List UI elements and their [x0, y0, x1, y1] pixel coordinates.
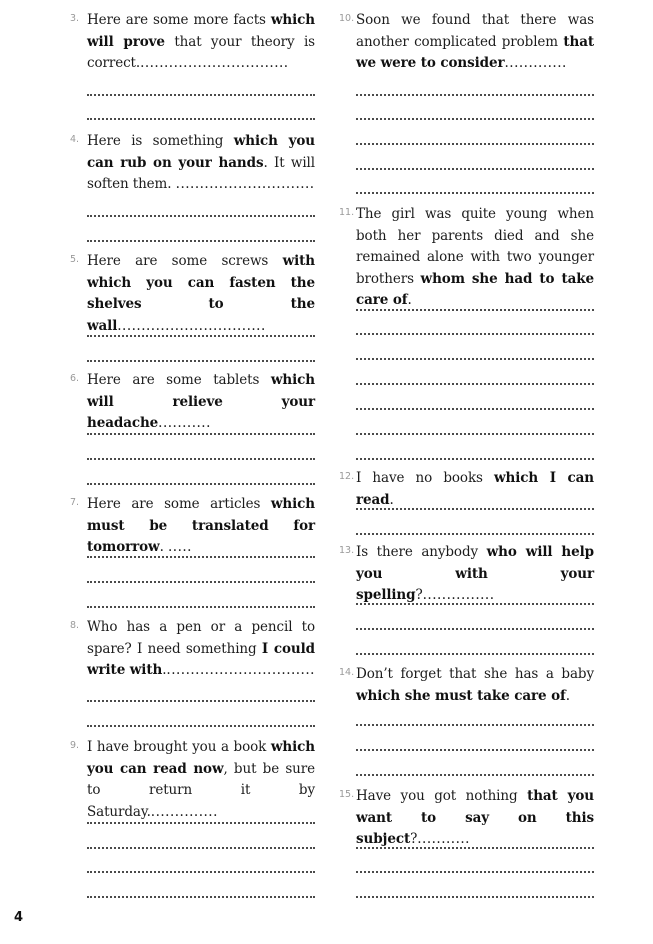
answer-line[interactable]: [87, 360, 315, 362]
answer-dots[interactable]: ...............................: [117, 317, 266, 334]
answer-line[interactable]: [356, 533, 594, 535]
exercise-text: Don’t forget that she has a baby which she must take care of.: [356, 666, 594, 704]
exercise-text: I have brought you a book which you can read now, but be sure to return it by Saturday...............: [87, 739, 316, 820]
answer-line[interactable]: [356, 94, 594, 96]
answer-line[interactable]: [356, 847, 594, 849]
answer-line[interactable]: [87, 433, 315, 435]
answer-line[interactable]: [87, 581, 315, 583]
answer-line[interactable]: [356, 653, 594, 655]
exercise-number: 7.: [70, 497, 80, 508]
answer-line[interactable]: [87, 215, 315, 217]
exercise-number: 13.: [339, 545, 355, 556]
answer-line[interactable]: [356, 383, 594, 385]
answer-dots[interactable]: .............: [504, 55, 567, 71]
answer-dots[interactable]: ...............................: [166, 662, 315, 678]
answer-dots[interactable]: .............................: [175, 176, 315, 192]
exercise-number: 3.: [70, 13, 80, 24]
answer-line[interactable]: [87, 725, 315, 727]
exercise-text: Who has a pen or a pencil to spare? I need something I could write with................................: [87, 619, 315, 678]
answer-line[interactable]: [87, 871, 315, 873]
answer-line[interactable]: [87, 822, 315, 824]
answer-line[interactable]: [356, 168, 594, 170]
answer-dots[interactable]: .....: [167, 539, 192, 555]
answer-line[interactable]: [87, 847, 315, 849]
answer-line[interactable]: [356, 433, 594, 435]
exercise-number: 12.: [339, 471, 355, 482]
exercise-number: 15.: [339, 789, 355, 800]
page-number: 4: [14, 910, 24, 925]
answer-line[interactable]: [356, 118, 594, 120]
exercise-text: Is there anybody who will help you with your spelling?...............: [356, 544, 594, 603]
exercise-number: 9.: [70, 740, 80, 751]
answer-line[interactable]: [87, 896, 315, 898]
answer-line[interactable]: [356, 309, 594, 311]
answer-line[interactable]: [356, 749, 594, 751]
exercise-text: Have you got nothing that you want to say on this subject?...........: [356, 788, 594, 847]
exercise-number: 4.: [70, 134, 80, 145]
answer-dots[interactable]: ...........: [158, 415, 211, 431]
exercise-text: Here are some articles which must be translated for tomorrow. .....: [87, 496, 315, 555]
answer-line[interactable]: [87, 240, 315, 242]
answer-dots[interactable]: ..............: [150, 803, 218, 820]
exercise-number: 14.: [339, 667, 355, 678]
exercise-number: 11.: [339, 207, 355, 218]
answer-line[interactable]: [87, 94, 315, 96]
answer-line[interactable]: [87, 335, 315, 337]
answer-line[interactable]: [87, 606, 315, 608]
answer-dots[interactable]: ...............: [422, 587, 495, 603]
answer-line[interactable]: [356, 896, 594, 898]
answer-line[interactable]: [356, 724, 594, 726]
exercise-text: Here are some more facts which will prove that your theory is correct................................: [87, 12, 315, 71]
answer-line[interactable]: [356, 143, 594, 145]
exercise-text: Here is something which you can rub on your hands. It will soften them. .............................: [87, 133, 315, 192]
answer-line[interactable]: [356, 358, 594, 360]
answer-line[interactable]: [356, 192, 594, 194]
answer-line[interactable]: [356, 458, 594, 460]
answer-line[interactable]: [87, 700, 315, 702]
answer-line[interactable]: [356, 508, 594, 510]
answer-line[interactable]: [87, 483, 315, 485]
answer-line[interactable]: [356, 628, 594, 630]
answer-line[interactable]: [356, 871, 594, 873]
answer-line[interactable]: [87, 118, 315, 120]
answer-line[interactable]: [356, 774, 594, 776]
exercise-text: The girl was quite young when both her parents died and she remained alone with two younger brothers whom she had to take care of.: [356, 206, 594, 308]
exercise-text: Here are some screws with which you can fasten the shelves to the wall...............................: [87, 253, 315, 334]
exercise-text: Here are some tablets which will relieve your headache...........: [87, 372, 315, 431]
answer-line[interactable]: [356, 603, 594, 605]
answer-dots[interactable]: ...............................: [140, 55, 289, 71]
answer-line[interactable]: [356, 408, 594, 410]
answer-dots[interactable]: ...........: [417, 831, 470, 847]
answer-line[interactable]: [87, 556, 315, 558]
exercise-number: 10.: [339, 13, 355, 24]
exercise-number: 6.: [70, 373, 80, 384]
exercise-text: I have no books which I can read.: [356, 470, 594, 508]
exercise-number: 5.: [70, 254, 80, 265]
exercise-number: 8.: [70, 620, 80, 631]
answer-line[interactable]: [356, 333, 594, 335]
exercise-text: Soon we found that there was another complicated problem that we were to consider.............: [356, 12, 594, 71]
answer-line[interactable]: [87, 458, 315, 460]
